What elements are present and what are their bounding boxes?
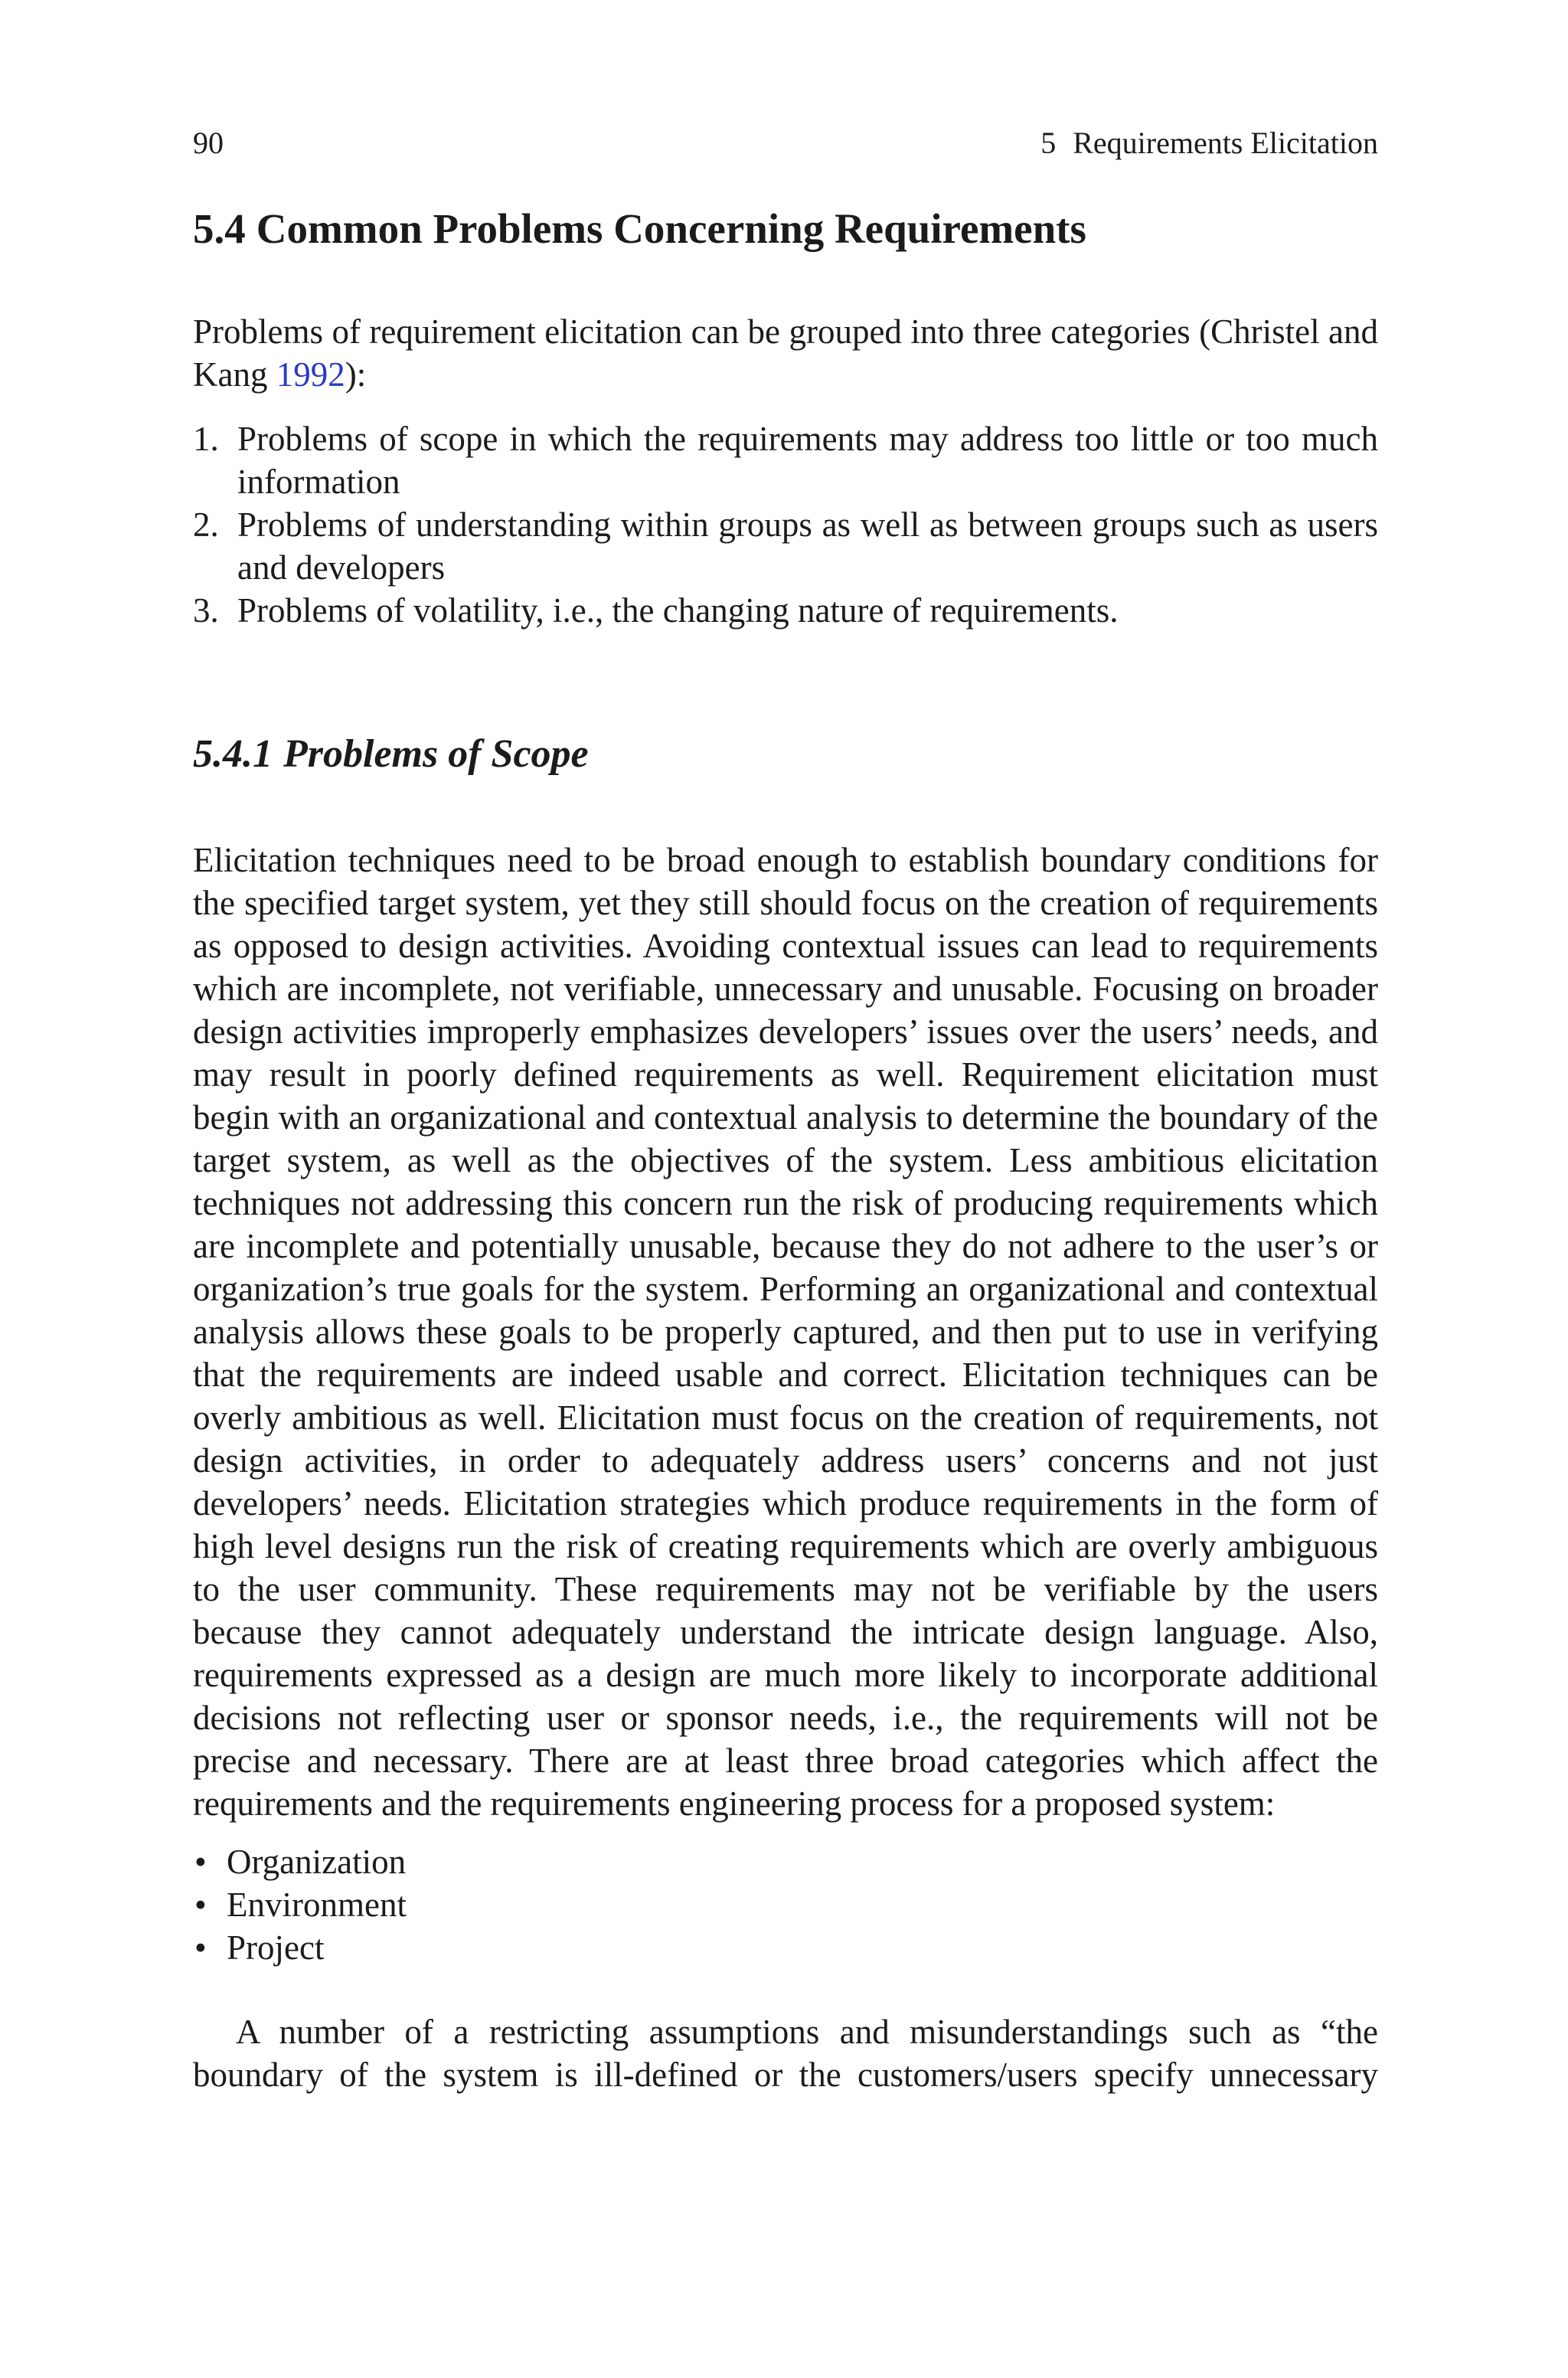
list-item bbox=[193, 589, 1378, 632]
running-head bbox=[193, 124, 1378, 162]
section-title-text: Common Problems Concerning Requirements bbox=[256, 205, 1086, 252]
bullet-icon: • bbox=[194, 1843, 207, 1881]
list-item-text: Environment bbox=[227, 1886, 407, 1924]
closing-paragraph: A number of a restricting assumptions and misunderstandings such as “the boundary of the system is ill-defined or the customers/users specify unnecessary bbox=[193, 2013, 1378, 2094]
list-item-text: Problems of understanding within groups as well as between groups such as users and developers bbox=[237, 505, 1378, 587]
list-item bbox=[193, 1883, 407, 1926]
section-number: 5.4 bbox=[193, 205, 246, 252]
page-number: 90 bbox=[193, 126, 224, 160]
subsection-title-text: Problems of Scope bbox=[283, 732, 589, 776]
list-item-text: Problems of scope in which the requirements may address too little or too much information bbox=[237, 420, 1378, 501]
list-item-text: Organization bbox=[227, 1843, 407, 1881]
list-marker: 3. bbox=[193, 591, 219, 630]
list-item bbox=[193, 417, 1378, 503]
chapter-title: Requirements Elicitation bbox=[1073, 126, 1378, 160]
list-marker: 1. bbox=[193, 420, 219, 458]
list-item bbox=[193, 503, 1378, 589]
citation-link-1992[interactable]: 1992 bbox=[276, 355, 345, 394]
scope-paragraph: Elicitation techniques need to be broad enough to establish boundary conditions for the specified target system, yet they still should focus on the creation of requirements as opposed to design activities. Avoiding contextual issues can lead to requirements which are incomplete, not verifiable, unnecessary and unusable. Focusing on broader design activities improperly emphasizes developers’ issues over the users’ needs, and may result in poorly defined requirements as well. Requirement elicitation must begin with an organizational and contextual analysis to determine the boundary of the target system, as well as the objectives of the system. Less ambitious elicitation techniques not addressing this concern run the risk of producing requirements which are incomplete and potentially unusable, because they do not adhere to the user’s or organization’s true goals for the system. Performing an organizational and contextual analysis allows these goals to be properly captured, and then put to use in verifying that the requirements are indeed usable and correct. Elicitation techniques can be overly ambitious as well. Elicitation must focus on the creation of requirements, not design activities, in order to adequately address users’ concerns and not just developers’ needs. Elicitation strategies which produce requirements in the form of high level designs run the risk of creating requirements which are overly ambiguous to the user community. These requirements may not be verifiable by the users because they cannot adequately understand the intricate design language. Also, requirements expressed as a design are much more likely to incorporate additional decisions not reflecting user or sponsor needs, i.e., the requirements will not be precise and necessary. There are at least three broad categories which affect the requirements and the requirements engineering process for a proposed system: bbox=[193, 841, 1378, 1823]
chapter-running-title bbox=[1040, 124, 1378, 162]
list-item bbox=[193, 1840, 407, 1883]
bullet-icon: • bbox=[194, 1886, 207, 1924]
broad-categories-list bbox=[193, 1840, 407, 1969]
problem-categories-list bbox=[193, 417, 1378, 632]
intro-text: Problems of requirement elicitation can be grouped into three categories (Christel and Kang bbox=[193, 312, 1378, 394]
bullet-icon: • bbox=[194, 1928, 207, 1967]
section-heading bbox=[193, 202, 1086, 256]
subsection-heading bbox=[193, 728, 589, 781]
intro-text-end: ): bbox=[345, 355, 367, 394]
list-marker: 2. bbox=[193, 505, 219, 544]
list-item bbox=[193, 1926, 407, 1969]
subsection-number: 5.4.1 bbox=[193, 732, 273, 776]
list-item-text: Project bbox=[227, 1928, 325, 1967]
chapter-number: 5 bbox=[1040, 126, 1057, 160]
list-item-text: Problems of volatility, i.e., the changing nature of requirements. bbox=[237, 591, 1119, 630]
intro-paragraph bbox=[193, 310, 1378, 396]
